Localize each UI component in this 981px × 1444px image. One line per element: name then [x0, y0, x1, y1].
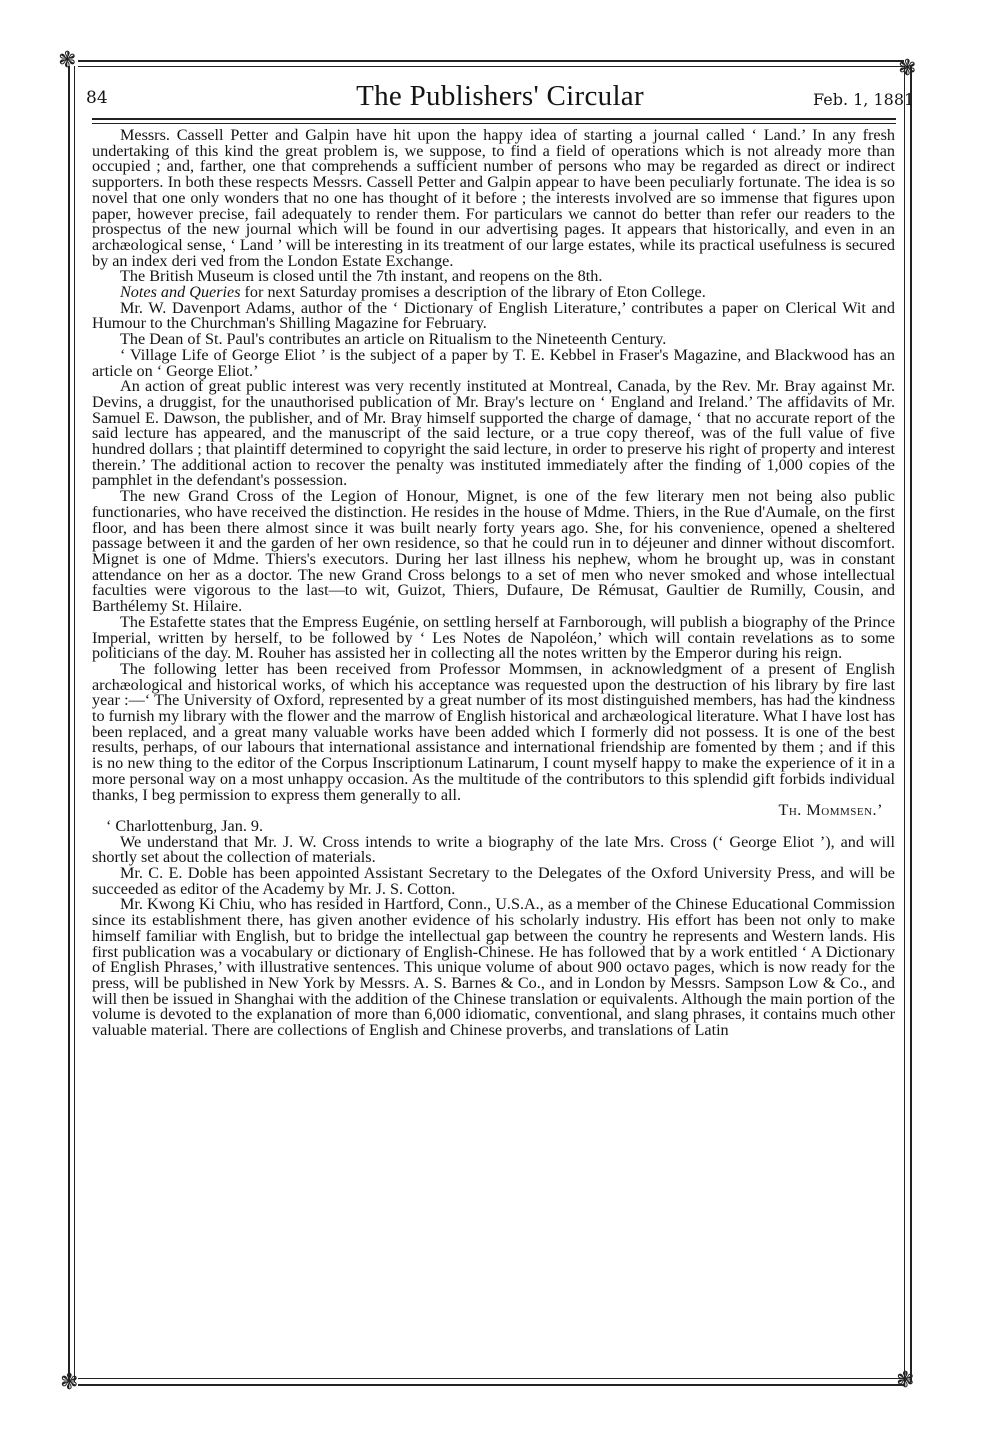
issue-date: Feb. 1, 1881 — [813, 90, 915, 109]
right-border-rule — [910, 66, 912, 1382]
top-border-rule — [78, 60, 904, 62]
paragraph-kwong-ki-chiu: Mr. Kwong Ki Chiu, who has resided in Hartford, Conn., U.S.A., as a member of the Chinese Educational Commission since its establishment there, has given another evidence of his scholarly industry. His effort has been not only to make himself familiar with English, but to bridge the intellectual gap between the country he represents and Western lands. His first publication was a vocabulary or dictionary of English-Chinese. He has followed that by a work entitled ‘ A Dictionary of English Phrases,’ with illustrative sentences. This unique volume of about 900 octavo pages, which is now ready for the press, will be published in New York by Messrs. A. S. Barnes & Co., and in London by Messrs. Sampson Low & Co., and will then be issued in Shanghai with the addition of the Chinese translation or equivalents. Although the main portion of the volume is devoted to the explanation of more than 6,000 idiomatic, conventional, and slang phrases, it contains much other valuable material. There are collections of English and Chinese proverbs, and translations of Latin — [92, 895, 895, 1040]
paragraph-british-museum: The British Museum is closed until the 7th instant, and reopens on the 8th. — [120, 267, 603, 286]
top-border-rule-inner — [78, 66, 904, 67]
bottom-border-rule-inner — [78, 1384, 904, 1386]
corner-ornament-icon: ❃ — [60, 1370, 79, 1395]
paragraph-mignet: The new Grand Cross of the Legion of Honour, Mignet, is one of the few literary men not being also public functionaries, who have received the distinction. He resides in the house of Mdme. Thiers, in the Rue d'Aumale, on the first floor, and has been there almost since it was built nearly forty years ago. She, for his convenience, opened a sheltered passage between it and the garden of her own residence, so that he could run in to déjeuner and dinner without discomfort. Mignet is one of Mdme. Thiers's executors. During her last illness his nephew, whom he brought up, was in constant attendance on her as a doctor. The new Grand Cross belongs to a set of men who never smoked and whose intellectual faculties were vigorous to the last—to wit, Guizot, Thiers, Dufaure, De Rémusat, Gaultier de Rumilly, Cousin, and Barthélemy St. Hilaire. — [92, 487, 895, 616]
paragraph-estafette: The Estafette states that the Empress Eugénie, on settling herself at Farnborough, will publish a biography of the Prince Imperial, written by herself, to be followed by ‘ Les Notes de Napoléon,’ which will contain revelations as to some politicians of the day. M. Rouher has assisted her in collecting all the notes written by the Emperor during his reign. — [92, 612, 896, 663]
left-border-rule — [68, 66, 70, 1382]
article-column — [92, 128, 895, 1039]
corner-ornament-icon: ❃ — [898, 56, 917, 81]
paragraph-montreal-action: An action of great public interest was very recently instituted at Montreal, Canada, by the Rev. Mr. Bray against Mr. Devins, a druggist, for the unauthorised publication of Mr. Bray's lecture on ‘ England and Ireland.’ The affidavits of Mr. Samuel E. Dawson, the publisher, and of Mr. Bray himself supported the charge of damage, ‘ that no accurate report of the said lecture has appeared, and the manuscript of the said lecture, or a true copy thereof, was of the full value of five hundred dollars ; that plaintiff determined to copyright the said lecture, in order to preserve his right of property and interest therein.’ The additional action to recover the penalty was instituted immediately after the finding of 1,000 copies of the pamphlet in the defendant's possession. — [92, 377, 895, 490]
page-title: The Publishers' Circular — [356, 80, 644, 112]
paragraph-doble: Mr. C. E. Doble has been appointed Assistant Secretary to the Delegates of the Oxford University Press, and will be succeeded as editor of the Academy by Mr. J. S. Cotton. — [92, 864, 895, 898]
paragraph-george-eliot: ‘ Village Life of George Eliot ’ is the subject of a paper by T. E. Kebbel in Fraser's Magazine, and Blackwood has an article on ‘ George Eliot.’ — [92, 345, 895, 380]
letter-dateline: ‘ Charlottenburg, Jan. 9. — [106, 816, 264, 835]
right-border-rule-inner — [904, 66, 905, 1382]
notes-and-queries-text: for next Saturday promises a description of the library of Eton College. — [244, 283, 706, 302]
paragraph-land-journal: Messrs. Cassell Petter and Galpin have hit upon the happy idea of starting a journal called ‘ Land.’ In any fresh undertaking of this kind the great problem is, we suppose, to find a field of operations which is not already more than occupied ; and, farther, one that comprehends a sufficient number of persons who may be regarded as direct or indirect supporters. In both these respects Messrs. Cassell Petter and Galpin appear to have been peculiarly fortunate. The idea is so novel that one only wonders that no one has thought of it before ; the interests involved are so immense that figures upon paper, however precise, fail adequately to render them. For particulars we cannot do better than refer our readers to the prospectus of the new journal which will be found in our advertising pages. It appears that historically, and even in an archæological sense, ‘ Land ’ will be interesting in its treatment of our large estates, while its practical usefulness is secured by an index deri ved from the London Estate Exchange. — [92, 126, 895, 270]
paragraph-davenport-adams: Mr. W. Davenport Adams, author of the ‘ Dictionary of English Literature,’ contributes a paper on Clerical Wit and Humour to the Churchman's Shilling Magazine for February. — [92, 298, 895, 333]
header-rule — [92, 118, 896, 120]
corner-ornament-icon: ❃ — [896, 1368, 915, 1393]
corner-ornament-icon: ❃ — [58, 48, 77, 73]
paragraph-cross-biography: We understand that Mr. J. W. Cross intends to write a biography of the late Mrs. Cross (‘ George Eliot ’), and will shortly set about the collection of materials. — [92, 832, 895, 867]
header-rule-inner — [92, 123, 896, 124]
mommsen-signature: Th. Mommsen.’ — [778, 801, 883, 820]
paragraph-dean-st-pauls: The Dean of St. Paul's contributes an article on Ritualism to the Nineteenth Century. — [120, 330, 667, 349]
notes-and-queries-title: Notes and Queries — [120, 283, 241, 302]
bottom-border-rule — [78, 1378, 904, 1379]
mommsen-letter-text: The following letter has been received from Professor Mommsen, in acknowledgment of a present of English archæological and historical works, of which his acceptance was requested upon the destruction of his library by fire last year :—‘ The University of Oxford, represented by a great number of its most distinguished members, has had the kindness to furnish my library with the flower and the marrow of English historical and archæological literature. What I have lost has been replaced, and a great many valuable works have been added which I formerly did not possess. It is one of the best results, perhaps, of our labours that international assistance and international friendship are fomented by them ; and if this is no new thing to the editor of the Corpus Inscriptionum Latinarum, I count myself happy to make the experience of it in a more personal way on a most unhappy occasion. As the multitude of the contributors to this splendid gift forbids individual thanks, I beg permission to express them generally to all. — [92, 659, 896, 804]
paragraph-mommsen-letter — [92, 659, 896, 820]
left-border-rule-inner — [74, 66, 75, 1382]
page-number: 84 — [86, 88, 108, 108]
